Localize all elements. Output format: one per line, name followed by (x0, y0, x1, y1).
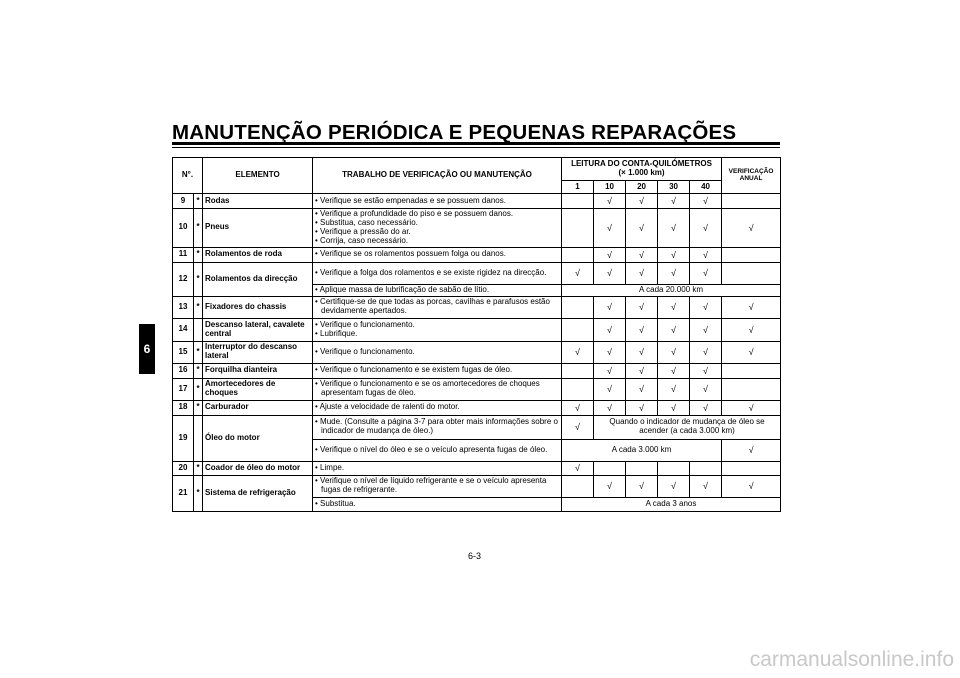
header-odometer-line1: LEITURA DO CONTA-QUILÓMETROS (571, 159, 712, 169)
table-row (173, 415, 781, 439)
annual-check-cell: √ (722, 341, 781, 363)
page-number: 6-3 (468, 551, 482, 561)
check-cell: √ (626, 475, 658, 497)
work-item: • Certifique-se de que todas as porcas, cavilhas e parafusos estão devidamente apertados. (315, 298, 559, 316)
row-star (194, 415, 203, 461)
row-number: 18 (173, 400, 194, 415)
table-row (173, 341, 781, 363)
check-cell: √ (658, 378, 690, 400)
work-cell (313, 363, 562, 378)
check-cell: √ (690, 400, 722, 415)
row-star: * (194, 378, 203, 400)
check-cell: √ (690, 363, 722, 378)
row-star: * (194, 262, 203, 296)
work-item: • Verifique a profundidade do piso e se possuem danos. (315, 210, 559, 219)
work-cell (313, 262, 562, 284)
watermark: carmanualsonline.info (749, 648, 954, 671)
work-item: • Corrija, caso necessário. (315, 237, 559, 246)
table-row (173, 461, 781, 475)
row-star: * (194, 400, 203, 415)
element-name: Interruptor do descanso lateral (203, 341, 313, 363)
check-cell (562, 363, 594, 378)
work-cell (313, 247, 562, 262)
annual-check-cell (722, 194, 781, 209)
annual-check-cell (722, 363, 781, 378)
annual-check-cell (722, 247, 781, 262)
row-number: 14 (173, 318, 194, 341)
chapter-tab: 6 (139, 324, 155, 374)
row-star: * (194, 363, 203, 378)
header-km-40: 40 (690, 181, 722, 194)
check-cell: √ (658, 262, 690, 284)
annual-check-cell (722, 262, 781, 284)
annual-check-cell: √ (722, 296, 781, 318)
header-km-20: 20 (626, 181, 658, 194)
check-cell: √ (594, 209, 626, 248)
header-km-10: 10 (594, 181, 626, 194)
annual-check-cell: √ (722, 475, 781, 497)
work-cell (313, 341, 562, 363)
check-cell: √ (690, 262, 722, 284)
interval-text: A cada 20.000 km (562, 284, 781, 296)
check-cell (594, 461, 626, 475)
check-cell: √ (594, 378, 626, 400)
element-name: Fixadores do chassis (203, 296, 313, 318)
check-cell: √ (594, 262, 626, 284)
check-cell: √ (690, 341, 722, 363)
check-cell: √ (594, 475, 626, 497)
work-cell (313, 439, 562, 461)
work-item: • Verifique a pressão do ar. (315, 228, 559, 237)
check-cell (690, 461, 722, 475)
work-item: • Verifique o funcionamento. (315, 348, 559, 357)
check-cell: √ (626, 378, 658, 400)
check-cell: √ (562, 400, 594, 415)
row-star: * (194, 461, 203, 475)
check-cell: √ (594, 194, 626, 209)
work-item: • Aplique massa de lubrificação de sabão de lítio. (315, 286, 559, 295)
element-name: Carburador (203, 400, 313, 415)
check-cell: √ (658, 296, 690, 318)
row-number: 19 (173, 415, 194, 461)
check-cell: √ (594, 400, 626, 415)
work-item: • Limpe. (315, 464, 559, 473)
check-cell: √ (658, 247, 690, 262)
check-cell: √ (626, 341, 658, 363)
check-cell: √ (690, 209, 722, 248)
table-row (173, 378, 781, 400)
table-row (173, 209, 781, 248)
check-cell (562, 378, 594, 400)
row-star (194, 318, 203, 341)
check-cell (626, 461, 658, 475)
table-row (173, 475, 781, 497)
header-annual (722, 158, 781, 194)
check-cell: √ (690, 475, 722, 497)
row-star: * (194, 296, 203, 318)
work-item: • Substitua, caso necessário. (315, 219, 559, 228)
annual-check-cell (722, 461, 781, 475)
check-cell: √ (594, 318, 626, 341)
header-odometer-line2: (× 1.000 km) (618, 168, 665, 177)
row-star: * (194, 209, 203, 248)
header-annual-line2: ANUAL (739, 174, 763, 182)
element-name: Rolamentos da direcção (203, 262, 313, 296)
work-cell (313, 284, 562, 296)
check-cell: √ (594, 247, 626, 262)
check-cell: √ (658, 363, 690, 378)
check-cell: √ (658, 341, 690, 363)
element-name: Coador de óleo do motor (203, 461, 313, 475)
work-item: • Lubrifique. (315, 330, 559, 339)
work-item: • Verifique o funcionamento e se os amortecedores de choques apresentam fugas de óleo. (315, 380, 559, 398)
table-row (173, 262, 781, 284)
check-cell: √ (658, 209, 690, 248)
interval-text: Quando o indicador de mudança de óleo se acender (a cada 3.000 km) (594, 415, 781, 439)
row-star: * (194, 194, 203, 209)
row-number: 12 (173, 262, 194, 296)
row-number: 11 (173, 247, 194, 262)
check-cell: √ (690, 318, 722, 341)
row-star: * (194, 475, 203, 511)
work-item: • Verifique se os rolamentos possuem folga ou danos. (315, 250, 559, 259)
header-element: ELEMENTO (203, 158, 313, 194)
interval-text: A cada 3 anos (562, 497, 781, 511)
check-cell: √ (658, 318, 690, 341)
table-row (173, 318, 781, 341)
work-cell (313, 194, 562, 209)
check-cell: √ (626, 318, 658, 341)
work-item: • Verifique o nível do óleo e se o veículo apresenta fugas de óleo. (315, 446, 559, 455)
row-number: 17 (173, 378, 194, 400)
row-number: 20 (173, 461, 194, 475)
work-item: • Verifique o funcionamento e se existem fugas de óleo. (315, 366, 559, 375)
check-cell: √ (658, 194, 690, 209)
check-cell: √ (690, 194, 722, 209)
check-cell: √ (690, 378, 722, 400)
check-cell: √ (626, 262, 658, 284)
element-name: Forquilha dianteira (203, 363, 313, 378)
work-cell (313, 461, 562, 475)
check-cell (658, 461, 690, 475)
row-number: 10 (173, 209, 194, 248)
row-number: 9 (173, 194, 194, 209)
header-work: TRABALHO DE VERIFICAÇÃO OU MANUTENÇÃO (313, 158, 562, 194)
check-cell: √ (626, 400, 658, 415)
element-name: Rodas (203, 194, 313, 209)
element-name: Amortecedores de choques (203, 378, 313, 400)
annual-check-cell: √ (722, 400, 781, 415)
check-cell: √ (690, 247, 722, 262)
work-item: • Substitua. (315, 500, 559, 509)
element-name: Pneus (203, 209, 313, 248)
work-item: • Verifique o funcionamento. (315, 321, 559, 330)
work-item: • Ajuste a velocidade de ralenti do motor. (315, 403, 559, 412)
row-number: 13 (173, 296, 194, 318)
check-cell: √ (626, 363, 658, 378)
check-cell: √ (594, 341, 626, 363)
header-odometer (562, 158, 722, 181)
check-cell (562, 194, 594, 209)
check-cell: √ (594, 363, 626, 378)
page-title: MANUTENÇÃO PERIÓDICA E PEQUENAS REPARAÇÕES (172, 121, 737, 144)
work-cell (313, 400, 562, 415)
header-km-1: 1 (562, 181, 594, 194)
work-cell (313, 209, 562, 248)
check-cell (562, 318, 594, 341)
work-cell (313, 415, 562, 439)
header-annual-line1: VERIFICAÇÃO (728, 167, 774, 175)
row-number: 15 (173, 341, 194, 363)
element-name: Rolamentos de roda (203, 247, 313, 262)
table-row (173, 296, 781, 318)
work-cell (313, 475, 562, 497)
check-cell: √ (626, 194, 658, 209)
header-km-30: 30 (658, 181, 690, 194)
work-cell (313, 318, 562, 341)
check-cell: √ (690, 296, 722, 318)
row-star: * (194, 341, 203, 363)
annual-check-cell: √ (722, 439, 781, 461)
check-cell (562, 296, 594, 318)
check-cell: √ (562, 262, 594, 284)
check-cell: √ (594, 296, 626, 318)
annual-check-cell: √ (722, 318, 781, 341)
check-cell (562, 475, 594, 497)
title-rule-thin (172, 147, 780, 148)
check-cell: √ (626, 209, 658, 248)
work-item: • Verifique se estão empenadas e se possuem danos. (315, 197, 559, 206)
check-cell: √ (658, 475, 690, 497)
check-cell: √ (562, 461, 594, 475)
work-cell (313, 296, 562, 318)
row-star: * (194, 247, 203, 262)
interval-text: A cada 3.000 km (562, 439, 722, 461)
check-cell: √ (562, 341, 594, 363)
check-cell (562, 209, 594, 248)
work-cell (313, 378, 562, 400)
table-row (173, 194, 781, 209)
work-item: • Verifique a folga dos rolamentos e se existe rigidez na direcção. (315, 269, 559, 278)
maintenance-table (172, 157, 781, 512)
check-cell: √ (626, 247, 658, 262)
row-number: 21 (173, 475, 194, 511)
work-cell (313, 497, 562, 511)
element-name: Descanso lateral, cavalete central (203, 318, 313, 341)
element-name: Óleo do motor (203, 415, 313, 461)
check-cell (562, 247, 594, 262)
check-cell: √ (626, 296, 658, 318)
title-rule-thick (172, 142, 780, 145)
annual-check-cell: √ (722, 209, 781, 248)
row-number: 16 (173, 363, 194, 378)
table-row (173, 400, 781, 415)
work-item: • Mude. (Consulte a página 3-7 para obter mais informações sobre o indicador de mudança de óleo.) (315, 418, 559, 436)
check-cell: √ (658, 400, 690, 415)
table-row (173, 247, 781, 262)
annual-check-cell (722, 378, 781, 400)
work-item: • Verifique o nível de líquido refrigerante e se o veículo apresenta fugas de refrigerante. (315, 477, 559, 495)
check-cell: √ (562, 415, 594, 439)
header-no: N°. (173, 158, 203, 194)
element-name: Sistema de refrigeração (203, 475, 313, 511)
table-row (173, 363, 781, 378)
